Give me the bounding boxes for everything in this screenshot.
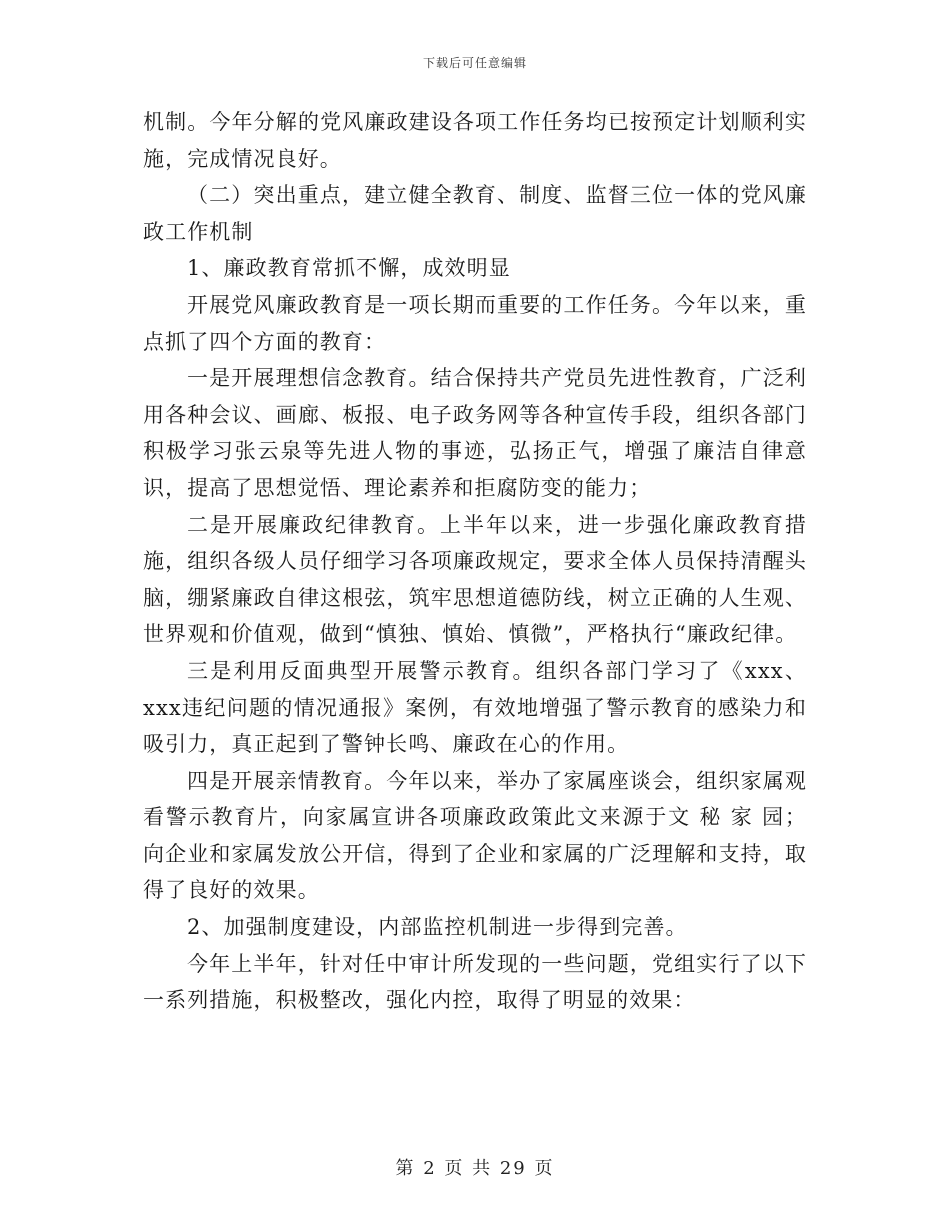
paragraph: 四是开展亲情教育。今年以来，举办了家属座谈会，组织家属观看警示教育片，向家属宣讲各项廉政政策此文来源于文 秘 家 园；向企业和家属发放公开信，得到了企业和家属的广泛理解和支持，取得了良好的效果。 [143,768,807,903]
document-body [143,104,807,1019]
subsection-heading: 2、加强制度建设，内部监控机制进一步得到完善。 [187,915,688,940]
subsection-heading: 1、廉政教育常抓不懈，成效明显 [187,256,511,281]
page-header: 下载后可任意编辑 [422,56,527,70]
paragraph: 一是开展理想信念教育。结合保持共产党员先进性教育，广泛利用各种会议、画廊、板报、电子政务网等各种宣传手段，组织各部门积极学习张云泉等先进人物的事迹，弘扬正气，增强了廉洁自律意识，提高了思想觉悟、理论素养和拒腐防变的能力； [143,366,807,500]
paragraph: 三是利用反面典型开展警示教育。组织各部门学习了《xxx、xxx违纪问题的情况通报》案例，有效地增强了警示教育的感染力和吸引力，真正起到了警钟长鸣、廉政在心的作用。 [143,658,807,757]
paragraph: 开展党风廉政教育是一项长期而重要的工作任务。今年以来，重点抓了四个方面的教育： [143,292,807,354]
section-heading: （二）突出重点，建立健全教育、制度、监督三位一体的党风廉政工作机制 [143,183,807,244]
paragraph: 二是开展廉政纪律教育。上半年以来，进一步强化廉政教育措施，组织各级人员仔细学习各项廉政规定，要求全体人员保持清醒头脑，绷紧廉政自律这根弦，筑牢思想道德防线，树立正确的人生观、世界观和价值观，做到“慎独、慎始、慎微”，严格执行“廉政纪律。 [143,512,807,647]
page-number: 第 2 页 共 29 页 [395,1158,555,1179]
paragraph: 今年上半年，针对任中审计所发现的一些问题，党组实行了以下一系列措施，积极整改，强化内控，取得了明显的效果： [143,951,807,1013]
paragraph: 机制。今年分解的党风廉政建设各项工作任务均已按预定计划顺利实施，完成情况良好。 [143,110,807,171]
